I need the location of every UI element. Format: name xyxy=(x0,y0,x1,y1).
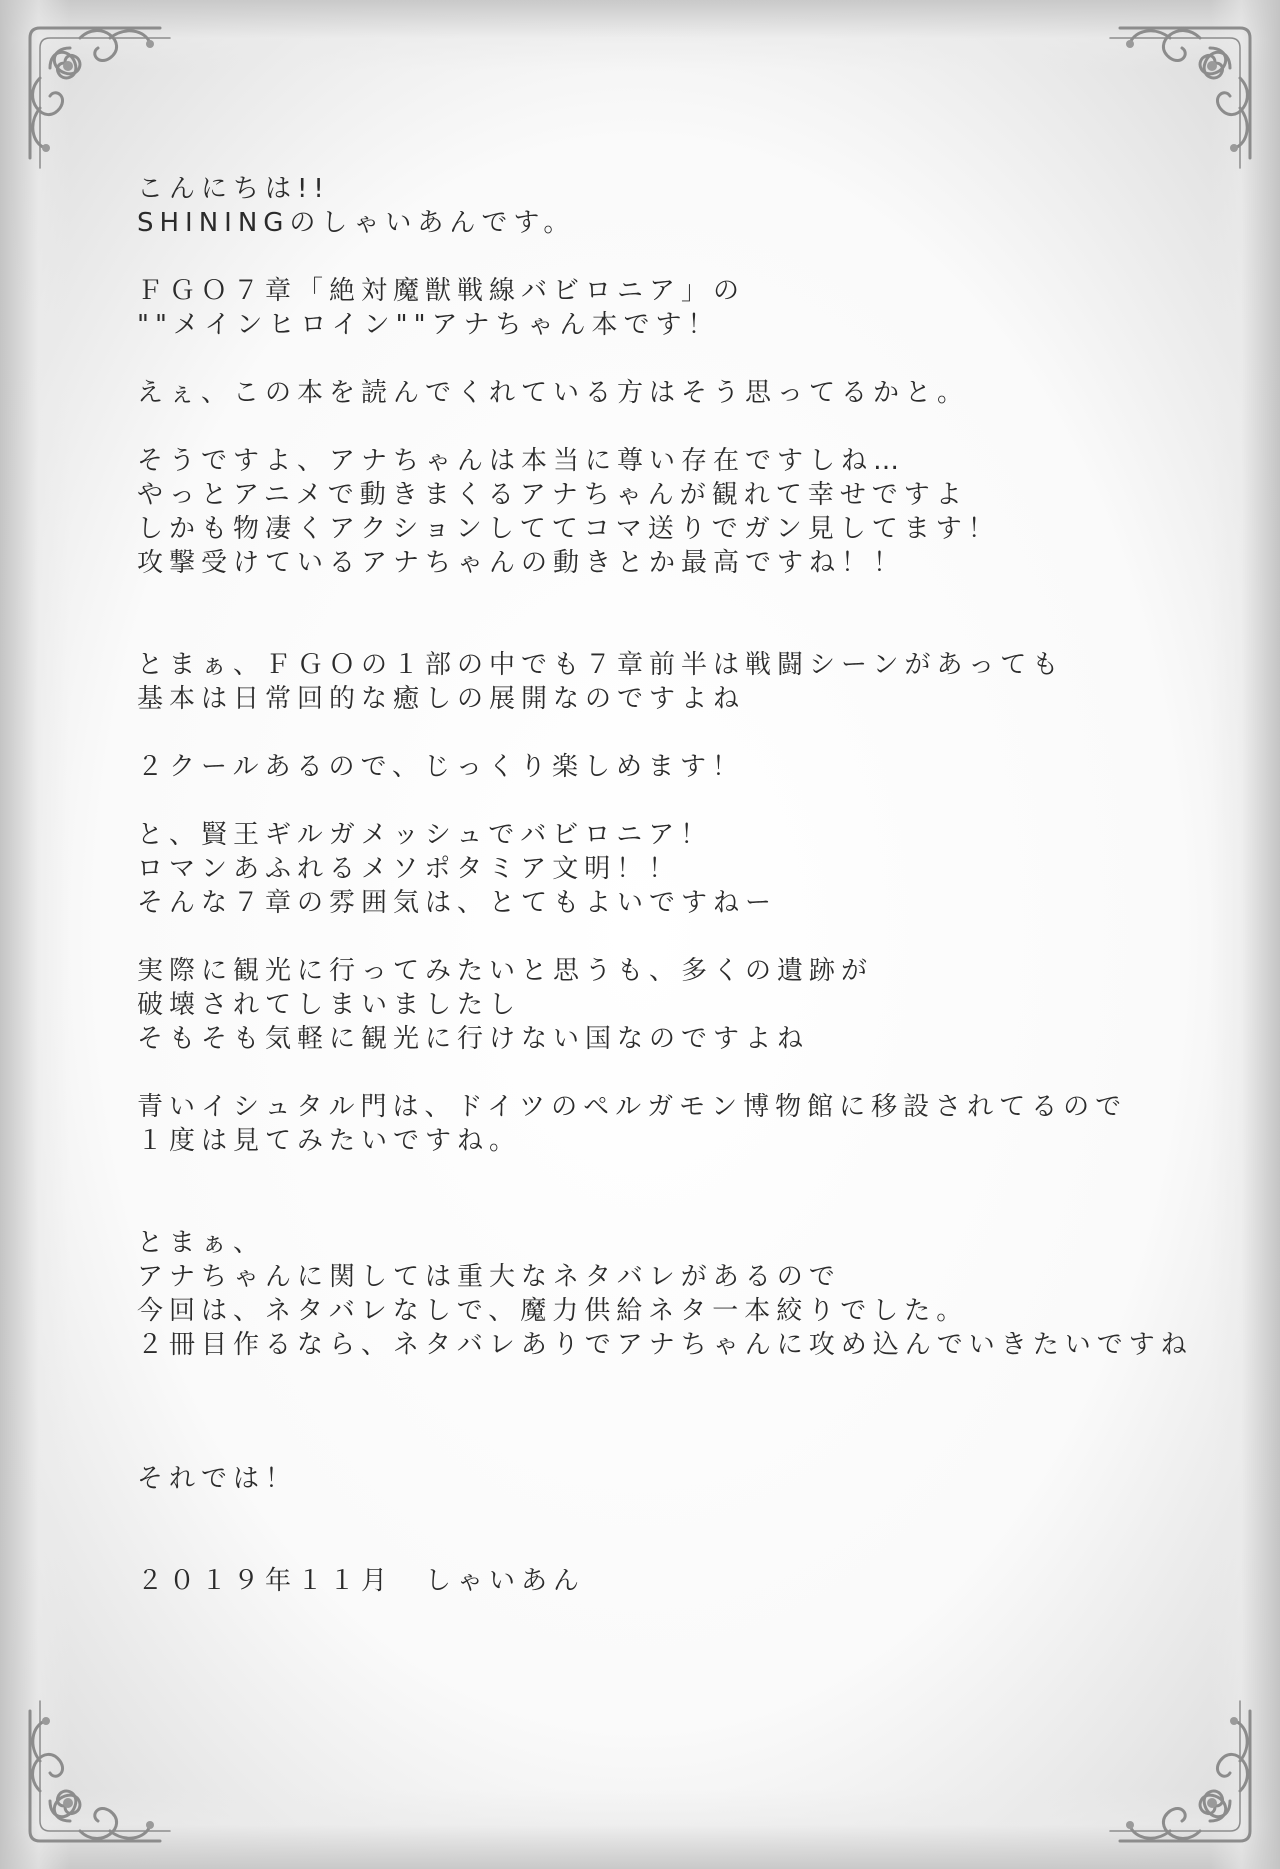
letter-line: ２冊目作るなら、ネタバレありでアナちゃんに攻め込んでいきたいですね xyxy=(137,1330,1193,1360)
letter-line: ""メインヒロイン""アナちゃん本です！ xyxy=(137,310,720,340)
letter-line: しかも物凄くアクションしててコマ送りでガン見してます！ xyxy=(137,514,1000,544)
corner-ornament-top-right-icon xyxy=(1080,8,1270,198)
letter-line: 基本は日常回的な癒しの展開なのですよね xyxy=(137,684,746,714)
corner-ornament-bottom-left-icon xyxy=(10,1671,200,1861)
letter-line: １度は見てみたいですね。 xyxy=(137,1126,522,1156)
afterword-letter xyxy=(137,172,1227,1598)
letter-line: そもそも気軽に観光に行けない国なのですよね xyxy=(137,1024,810,1054)
greeting-line: こんにちは!! xyxy=(137,174,330,204)
letter-line: えぇ、この本を読んでくれている方はそう思ってるかと。 xyxy=(137,378,970,408)
frame-edge-left xyxy=(0,0,70,1869)
letter-line: そうですよ、アナちゃんは本当に尊い存在ですしね… xyxy=(137,446,906,476)
letter-line: ロマンあふれるメソポタミア文明！！ xyxy=(137,854,681,884)
letter-line: そんな７章の雰囲気は、とてもよいですねー xyxy=(137,888,778,918)
letter-line: ＦＧＯ７章「絶対魔獣戦線バビロニア」の xyxy=(137,276,746,306)
closing-line: それでは！ xyxy=(137,1464,298,1494)
letter-line: 青いイシュタル門は、ドイツのペルガモン博物館に移設されてるので xyxy=(137,1092,1128,1122)
corner-ornament-bottom-right-icon xyxy=(1080,1671,1270,1861)
corner-ornament-top-left-icon xyxy=(10,8,200,198)
letter-line: やっとアニメで動きまくるアナちゃんが観れて幸せですよ xyxy=(137,480,968,510)
letter-line: とまぁ、ＦＧＯの１部の中でも７章前半は戦闘シーンがあっても xyxy=(137,650,1065,680)
letter-line: 破壊されてしまいましたし xyxy=(137,990,522,1020)
letter-line: アナちゃんに関しては重大なネタバレがあるので xyxy=(137,1262,841,1292)
letter-line: とまぁ、 xyxy=(137,1228,266,1258)
author-intro-line: SHININGのしゃいあんです。 xyxy=(137,208,576,238)
letter-line: ２クールあるので、じっくり楽しめます！ xyxy=(137,752,744,782)
letter-line: 攻撃受けているアナちゃんの動きとか最高ですね！！ xyxy=(137,548,906,578)
letter-line: 実際に観光に行ってみたいと思うも、多くの遺跡が xyxy=(137,956,874,986)
signature-line: ２０１９年１１月 しゃいあん xyxy=(137,1566,586,1596)
letter-line: と、賢王ギルガメッシュでバビロニア！ xyxy=(137,820,713,850)
letter-line: 今回は、ネタバレなしで、魔力供給ネタ一本絞りでした。 xyxy=(137,1296,969,1326)
